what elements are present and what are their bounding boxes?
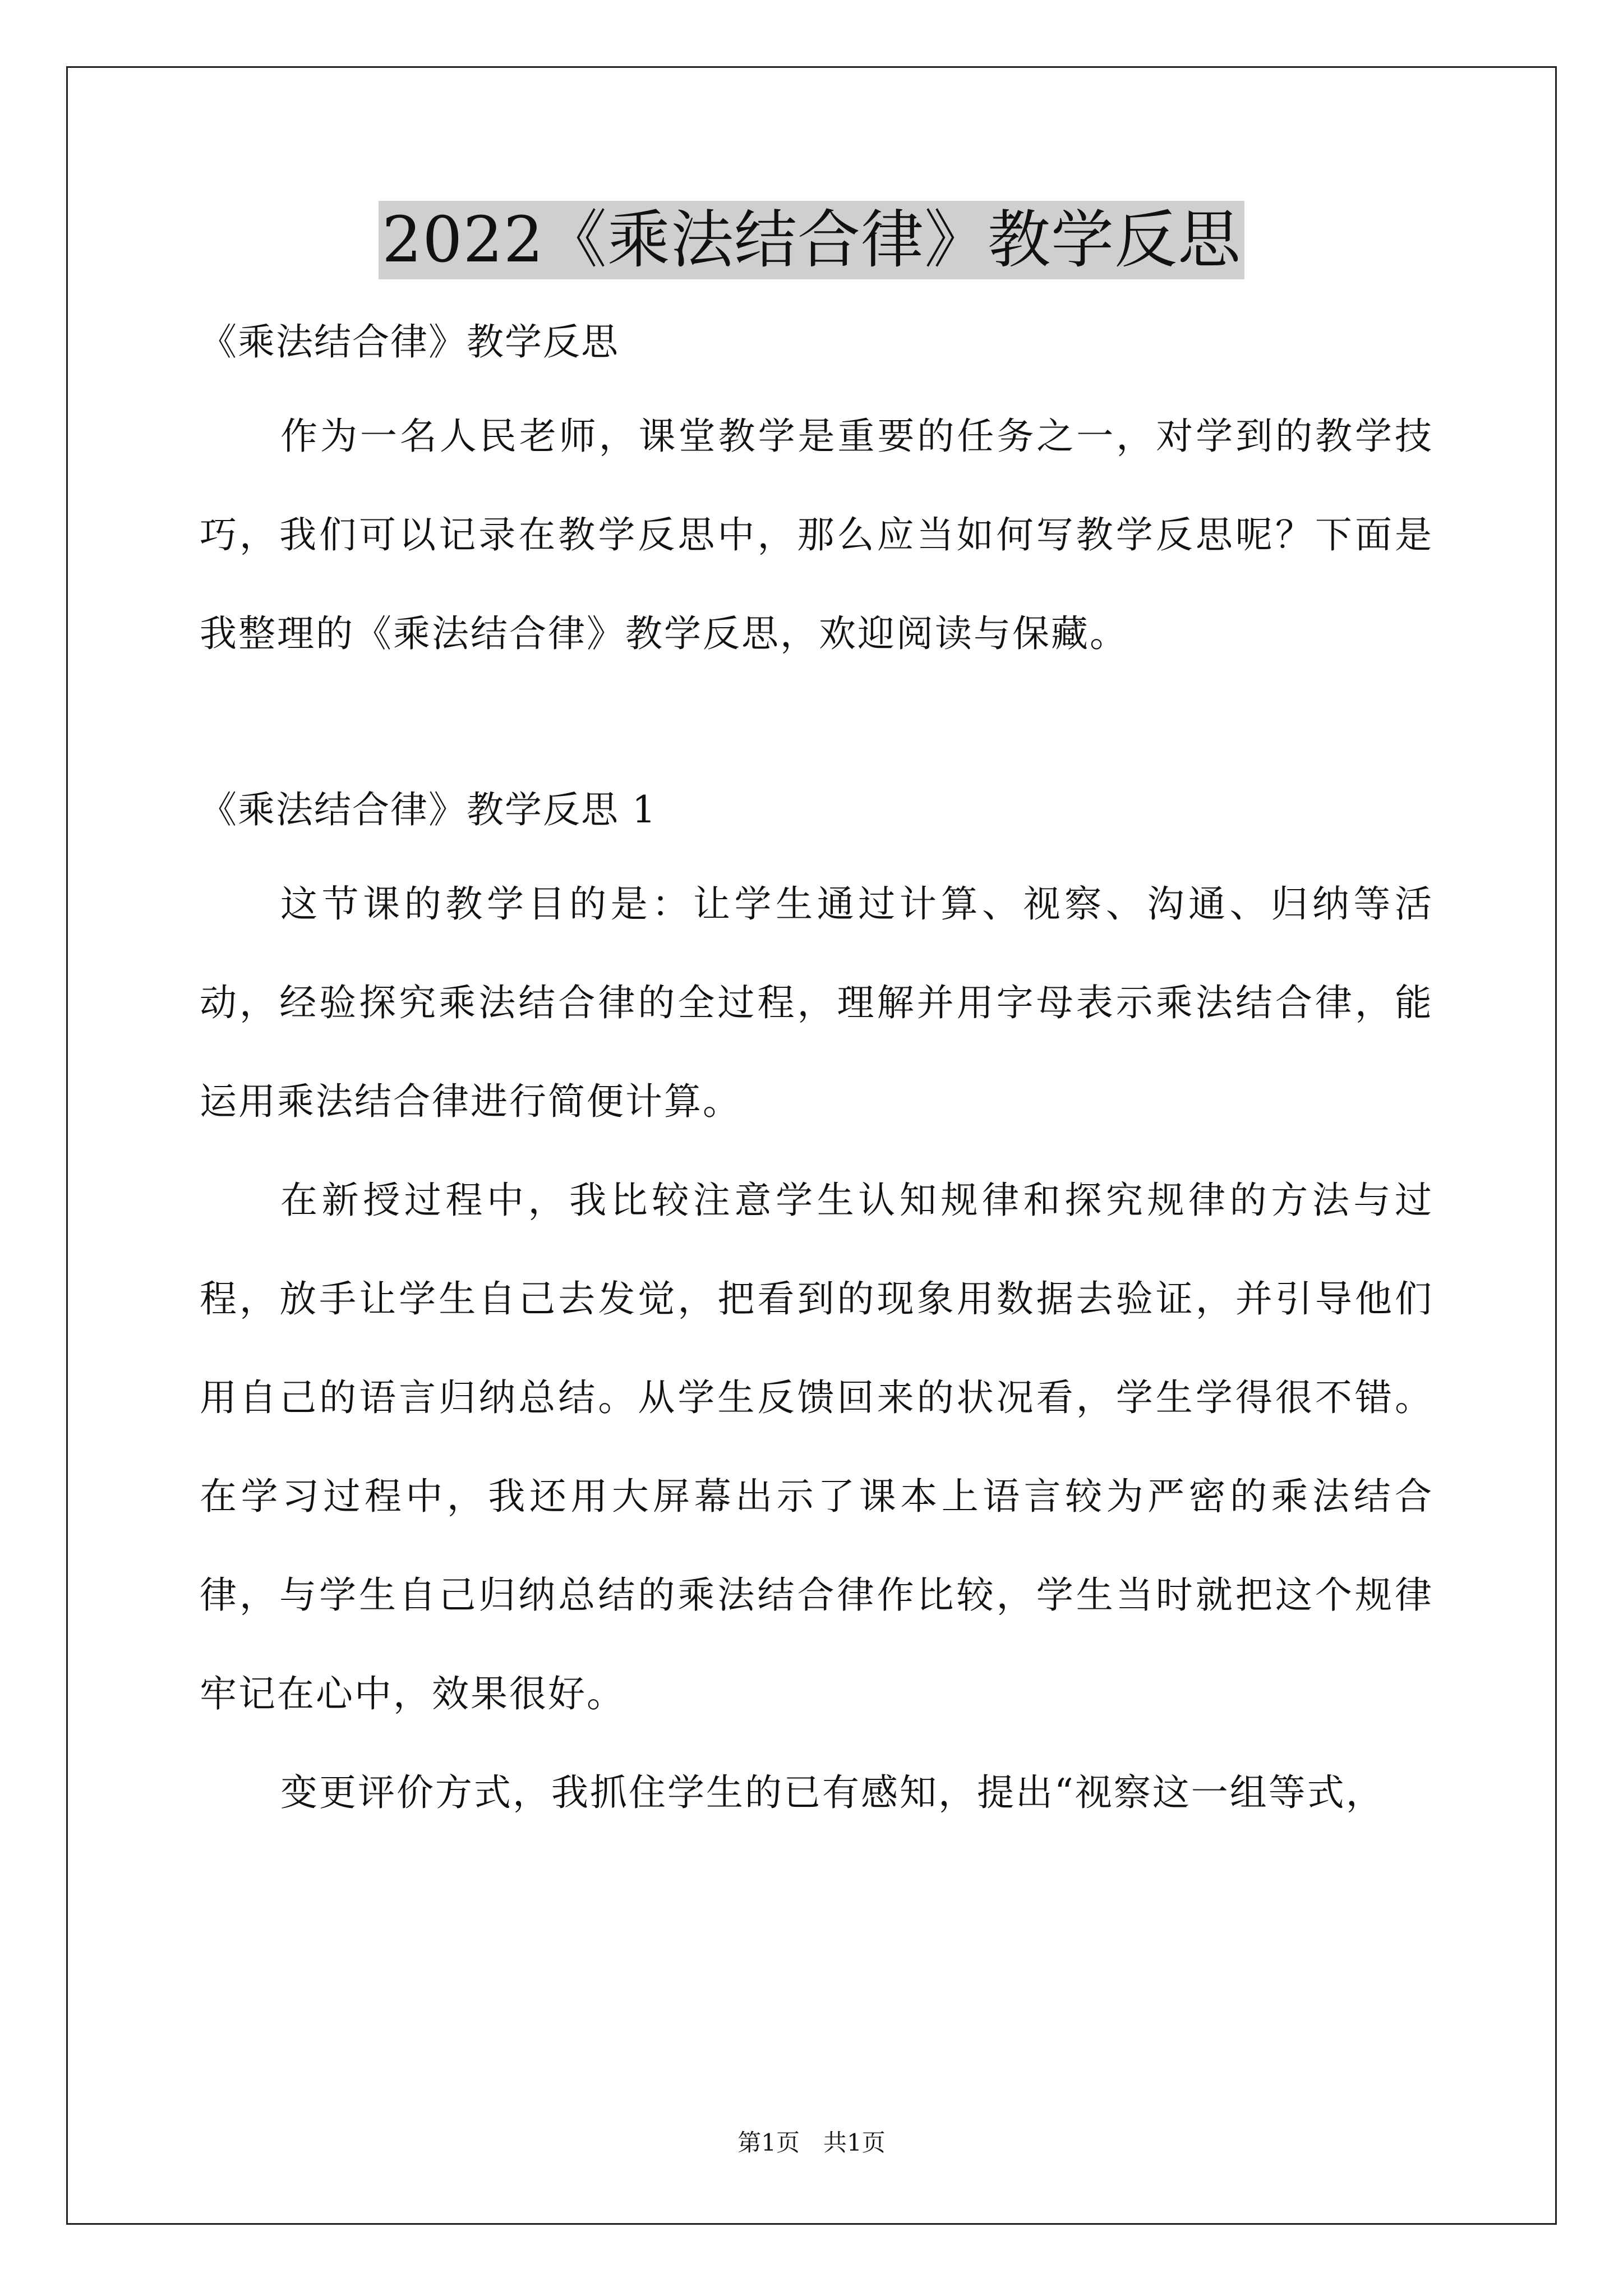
spacer	[200, 683, 1433, 782]
section1-paragraph: 在新授过程中，我比较注意学生认知规律和探究规律的方法与过程，放手让学生自己去发觉，把看到的现象用数据去验证，并引导他们用自己的语言归纳总结。从学生反馈回来的状况看，学生学得很不错。在学习过程中，我还用大屏幕出示了课本上语言较为严密的乘法结合律，与学生自己归纳总结的乘法结合律作比较，学生当时就把这个规律牢记在心中，效果很好。	[200, 1179, 1433, 1715]
document-title: 2022《乘法结合律》教学反思	[379, 201, 1244, 279]
spacer	[200, 370, 1433, 387]
title-container	[0, 201, 1623, 279]
section1-paragraph: 变更评价方式，我抓住学生的已有感知，提出“视察这一组等式，	[280, 1771, 1385, 1814]
page-footer: 第1页 共1页	[737, 2129, 886, 2156]
section1-paragraph: 这节课的教学目的是：让学生通过计算、视察、沟通、归纳等活动，经验探究乘法结合律的全过程，理解并用字母表示乘法结合律，能运用乘法结合律进行简便计算。	[200, 882, 1433, 1123]
section1-heading: 《乘法结合律》教学反思 1	[200, 788, 657, 831]
intro-paragraph: 作为一名人民老师，课堂教学是重要的任务之一，对学到的教学技巧，我们可以记录在教学反思中，那么应当如何写教学反思呢？下面是我整理的《乘法结合律》教学反思，欢迎阅读与保藏。	[200, 415, 1433, 655]
document-body	[200, 314, 1433, 1842]
intro-heading: 《乘法结合律》教学反思	[200, 320, 619, 364]
spacer	[200, 838, 1433, 855]
